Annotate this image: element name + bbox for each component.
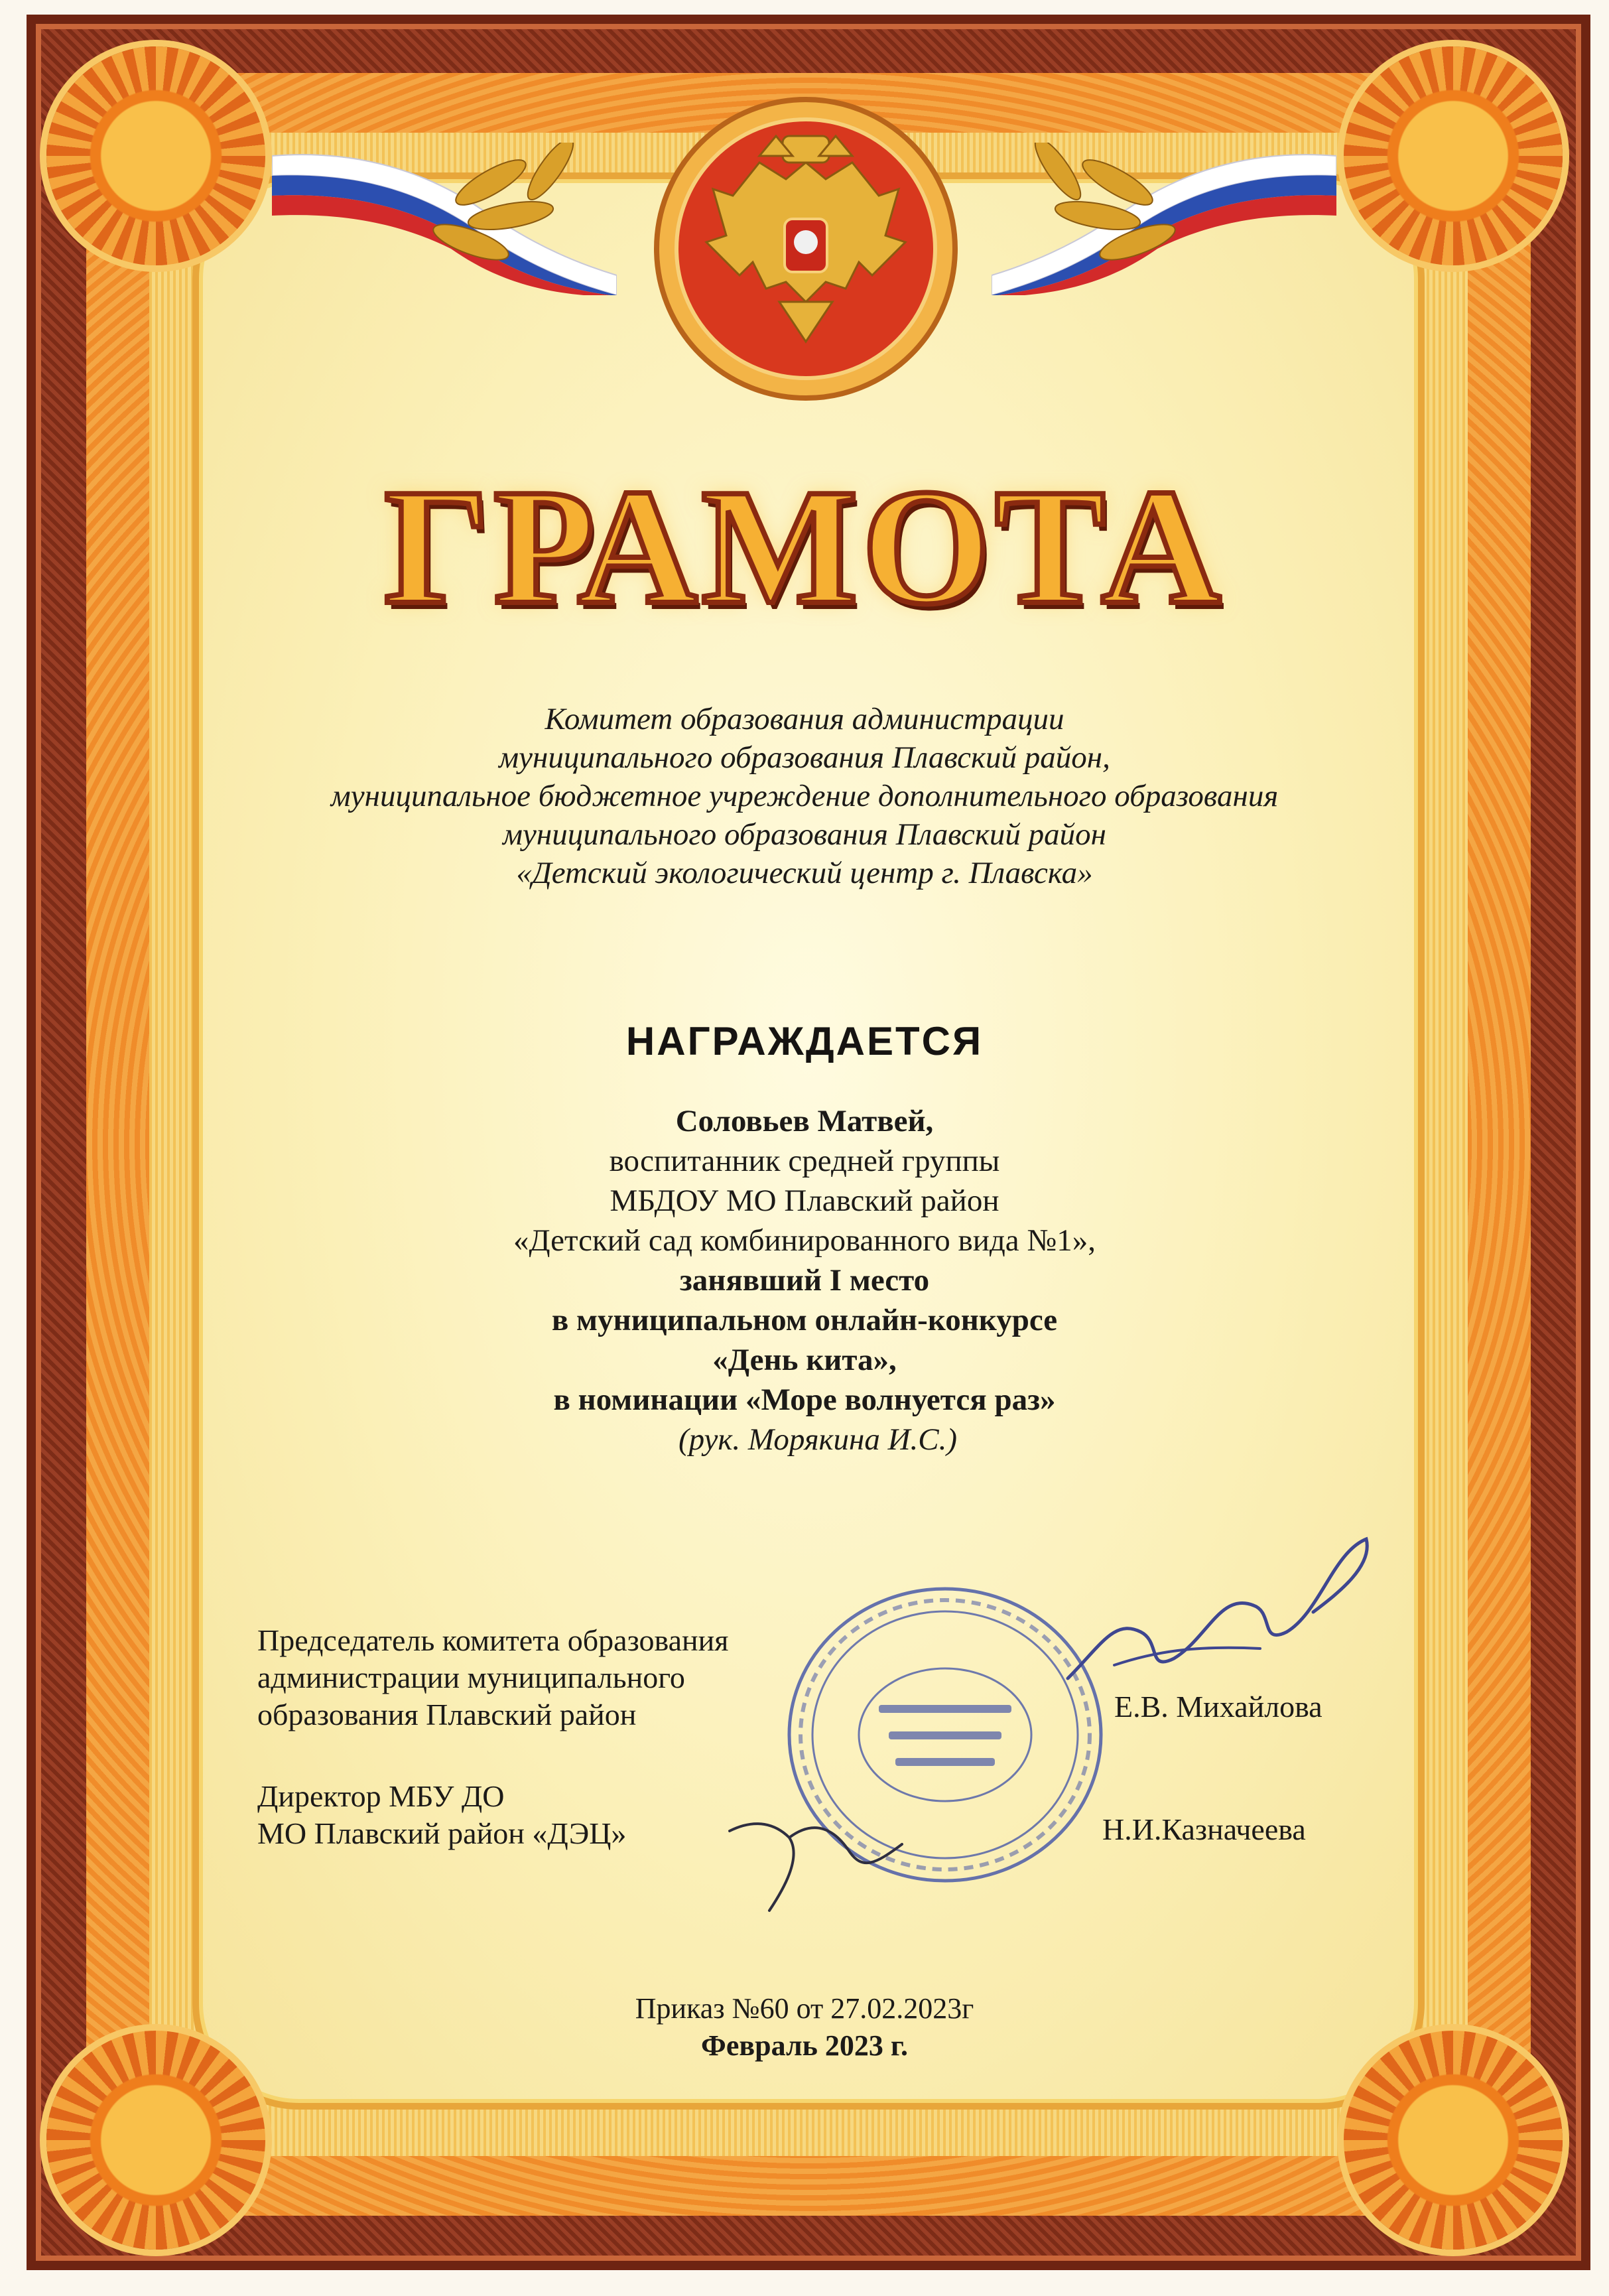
recipient-institution: МБДОУ МО Плавский район [610, 1183, 999, 1218]
tricolor-ribbon-right-icon [992, 143, 1336, 295]
issue-date: Февраль 2023 г. [701, 2029, 908, 2062]
corner-rosette-top-left [46, 46, 265, 265]
footer-block [0, 1990, 1609, 2064]
nomination-line: в номинации «Море волнуется раз» [553, 1383, 1056, 1417]
coat-of-arms-icon [653, 63, 958, 435]
signatory-name-director: Н.И.Казначеева [1102, 1812, 1306, 1846]
contest-line: в муниципальном онлайн-конкурсе [551, 1303, 1058, 1337]
signatory-position-chair [257, 1622, 728, 1733]
position-line: образования Плавский район [257, 1698, 637, 1731]
recipient-kindergarten: «Детский сад комбинированного вида №1», [513, 1223, 1096, 1258]
recipient-place: занявший I место [679, 1263, 930, 1298]
signatory-name-chair: Е.В. Михайлова [1114, 1690, 1322, 1723]
signature-director-icon [716, 1791, 915, 1924]
certificate-title: ГРАМОТА [384, 455, 1225, 639]
contest-name: «День кита», [712, 1343, 897, 1377]
supervisor-line: (рук. Морякина И.С.) [678, 1422, 958, 1457]
order-number: Приказ №60 от 27.02.2023г [635, 1992, 974, 2025]
signature-chair-icon [1061, 1513, 1380, 1712]
organization-line: муниципального образования Плавский район [503, 817, 1106, 852]
awarded-heading: НАГРАЖДАЕТСЯ [625, 1019, 984, 1063]
organization-line: муниципальное бюджетное учреждение дополнительного образования [330, 779, 1279, 813]
position-line: МО Плавский район «ДЭЦ» [257, 1816, 627, 1850]
tricolor-ribbon-left-icon [272, 143, 617, 295]
signatory-position-director [257, 1778, 626, 1852]
position-line: Председатель комитета образования [257, 1623, 729, 1657]
organization-block [0, 700, 1609, 892]
recipient-block [0, 1101, 1609, 1459]
organization-line: «Детский экологический центр г. Плавска» [516, 856, 1093, 890]
position-line: Директор МБУ ДО [257, 1779, 505, 1813]
recipient-name: Соловьев Матвей, [675, 1104, 934, 1138]
organization-line: Комитет образования администрации [545, 702, 1064, 736]
organization-line: муниципального образования Плавский район, [499, 740, 1110, 775]
position-line: администрации муниципального [257, 1660, 685, 1694]
corner-rosette-top-right [1344, 46, 1563, 265]
recipient-group: воспитанник средней группы [609, 1144, 1000, 1178]
